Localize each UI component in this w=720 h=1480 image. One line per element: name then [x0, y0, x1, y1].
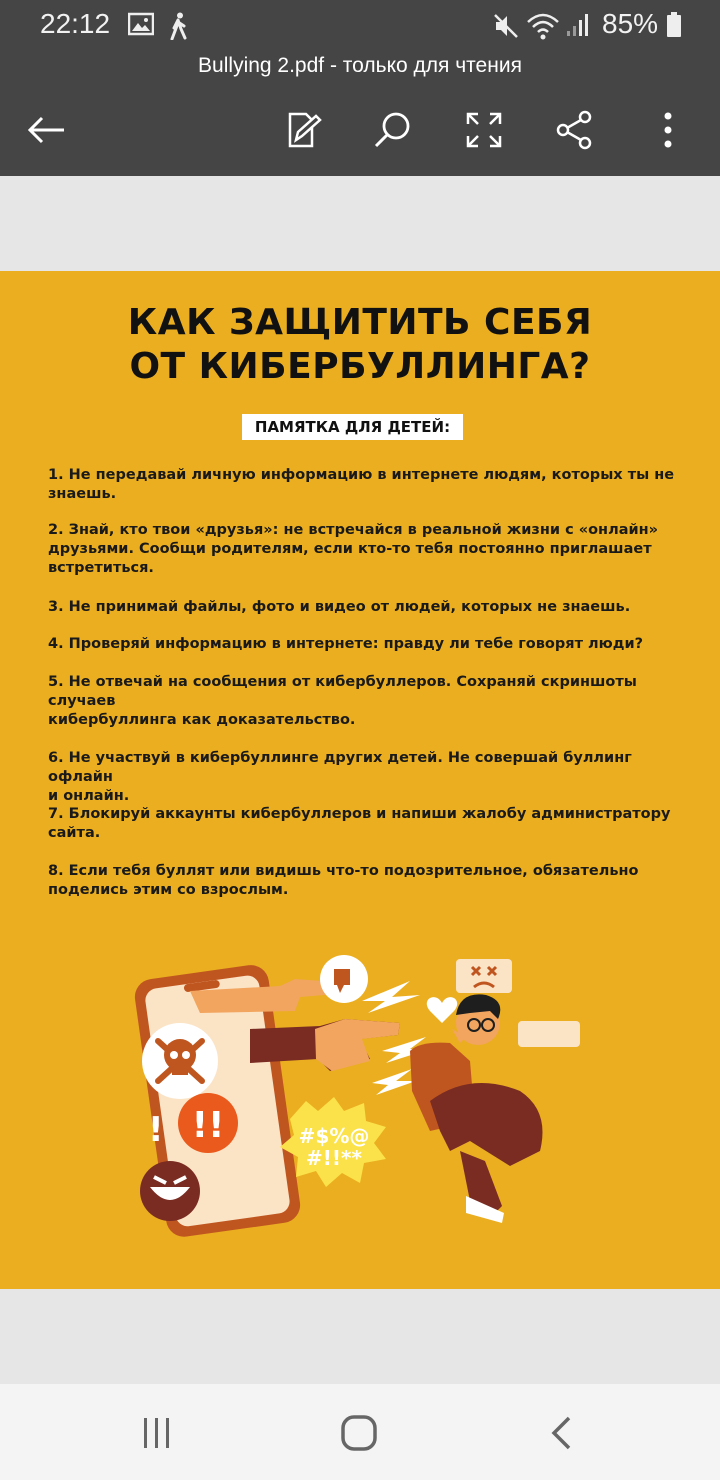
- walking-icon: [166, 12, 190, 44]
- recent-apps-icon: [141, 1416, 173, 1450]
- search-icon: [371, 109, 413, 151]
- recent-apps-button[interactable]: [132, 1408, 182, 1458]
- fullscreen-button[interactable]: [460, 106, 508, 154]
- headline-line-1: КАК ЗАЩИТИТЬ СЕБЯ: [127, 302, 593, 343]
- page-headline: [0, 301, 720, 389]
- exclamation-text: !!: [191, 1105, 225, 1146]
- more-options-button[interactable]: [644, 106, 692, 154]
- lightning-1: [362, 981, 420, 1013]
- more-vert-icon: [663, 111, 673, 149]
- signal-icon: [566, 12, 592, 42]
- battery-percent: 85%: [602, 8, 659, 39]
- battery-icon: [666, 12, 682, 42]
- document-title: Bullying 2.pdf - только для чтения: [198, 54, 522, 77]
- rule-item-6: 6. Не участвуй в кибербуллинге других детей. Не совершай буллинг офлайн и онлайн.: [48, 750, 632, 804]
- pdf-page[interactable]: [0, 271, 720, 1289]
- edit-pdf-icon: [282, 110, 322, 150]
- cyberbullying-illustration: [130, 951, 590, 1251]
- headline-line-2: ОТ КИБЕРБУЛЛИНГА?: [129, 346, 591, 387]
- home-icon: [340, 1414, 378, 1452]
- edit-pdf-button[interactable]: [278, 106, 326, 154]
- lightning-3: [372, 1069, 416, 1095]
- rule-item-7: 7. Блокируй аккаунты кибербуллеров и напиши жалобу администратору сайта.: [48, 806, 671, 841]
- rule-item-8: 8. Если тебя буллят или видишь что-то подозрительное, обязательно поделись этим со взрослым.: [48, 863, 639, 898]
- gallery-icon: [128, 12, 154, 40]
- swear-text-2: #!!**: [306, 1146, 362, 1170]
- status-bar: [0, 0, 720, 50]
- nav-back-button[interactable]: [536, 1408, 586, 1458]
- wifi-icon: [526, 12, 560, 44]
- home-button[interactable]: [334, 1408, 384, 1458]
- mute-icon: [492, 12, 520, 44]
- share-button[interactable]: [550, 106, 598, 154]
- swear-text-1: #$%@: [298, 1124, 370, 1148]
- rule-item-1: 1. Не передавай личную информацию в интернете людям, которых ты не знаешь.: [48, 467, 675, 502]
- rule-item-4: 4. Проверяй информацию в интернете: правду ли тебе говорят люди?: [48, 636, 644, 652]
- search-button[interactable]: [368, 106, 416, 154]
- rule-item-3: 3. Не принимай файлы, фото и видео от людей, которых не знаешь.: [48, 599, 631, 615]
- message-card-right: [518, 1021, 580, 1047]
- fullscreen-icon: [465, 111, 503, 149]
- rule-item-2: 2. Знай, кто твои «друзья»: не встречайся в реальной жизни с «онлайн» друзьями. Сообщи родителям, если кто-то тебя постоянно приглашает встретиться.: [48, 522, 659, 576]
- rule-item-5: 5. Не отвечай на сообщения от кибербуллеров. Сохраняй скриншоты случаев кибербуллинга как доказательство.: [48, 674, 637, 728]
- back-button[interactable]: [22, 106, 70, 154]
- nav-back-icon: [549, 1415, 573, 1451]
- share-icon: [554, 110, 594, 150]
- exclaim-small-text: !: [148, 1110, 164, 1150]
- sad-face-card: [456, 959, 512, 993]
- broken-heart: [427, 997, 457, 1023]
- message-card-left: [212, 1179, 276, 1203]
- status-time: 22:12: [40, 8, 111, 39]
- system-nav-bar: [0, 1384, 720, 1480]
- memo-label: ПАМЯТКА ДЛЯ ДЕТЕЙ:: [242, 414, 463, 440]
- app-toolbar: [0, 0, 720, 176]
- back-arrow-icon: [26, 115, 66, 145]
- pointing-hand-lower: [315, 1019, 400, 1071]
